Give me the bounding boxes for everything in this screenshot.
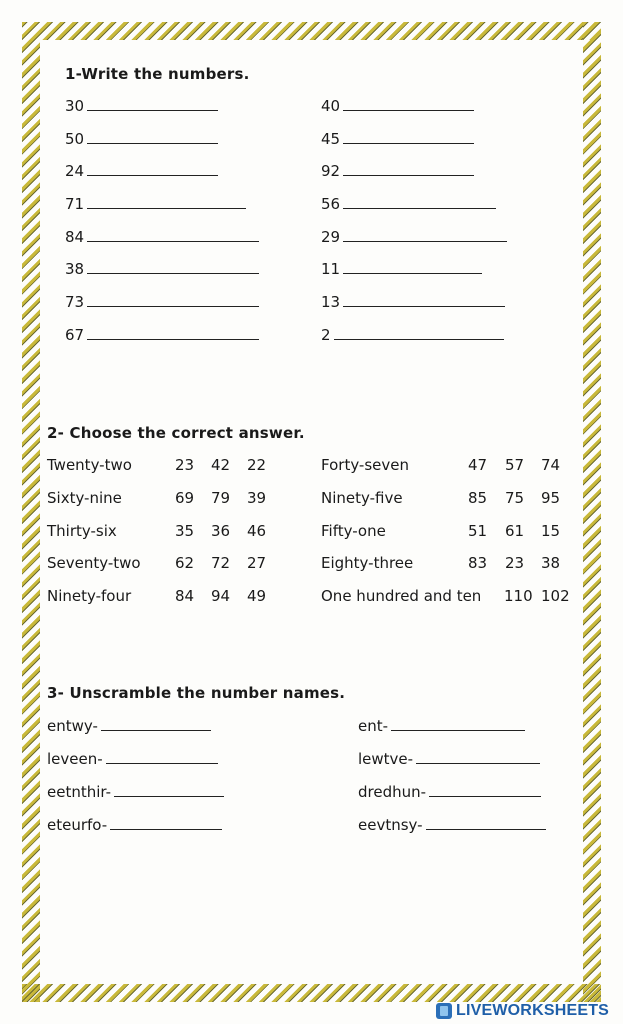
answer-line[interactable] (334, 327, 504, 340)
write-number-item: 71 (65, 195, 246, 213)
choice-word: One hundred and ten (321, 587, 482, 605)
choice-option[interactable]: 22 (247, 456, 267, 474)
section1-heading: 1-Write the numbers. (65, 65, 250, 83)
unscramble-item: eteurfo- (47, 816, 222, 834)
answer-line[interactable] (426, 817, 546, 830)
answer-line[interactable] (87, 196, 246, 209)
choice-option[interactable]: 85 (468, 489, 488, 507)
choice-option[interactable]: 83 (468, 554, 488, 572)
choice-word: Fifty-one (321, 522, 386, 540)
choice-option[interactable]: 46 (247, 522, 267, 540)
choice-word: Ninety-four (47, 587, 132, 605)
unscramble-item: dredhun- (358, 783, 541, 801)
answer-line[interactable] (87, 163, 218, 176)
choice-option[interactable]: 39 (247, 489, 267, 507)
choice-word: Forty-seven (321, 456, 410, 474)
unscramble-item: eevtnsy- (358, 816, 546, 834)
answer-line[interactable] (391, 718, 525, 731)
write-number-item: 2 (321, 326, 504, 344)
choice-option[interactable]: 15 (541, 522, 561, 540)
choice-option[interactable]: 36 (211, 522, 231, 540)
choice-word: Twenty-two (47, 456, 132, 474)
choice-option[interactable]: 42 (211, 456, 231, 474)
unscramble-item: entwy- (47, 717, 211, 735)
choice-option[interactable]: 61 (505, 522, 525, 540)
section2-heading: 2- Choose the correct answer. (47, 424, 305, 442)
answer-line[interactable] (343, 229, 507, 242)
choice-option[interactable]: 69 (175, 489, 195, 507)
section3-heading: 3- Unscramble the number names. (47, 684, 346, 702)
write-number-item: 13 (321, 293, 505, 311)
write-number-item: 67 (65, 326, 259, 344)
answer-line[interactable] (343, 131, 474, 144)
write-number-item: 11 (321, 260, 482, 278)
write-number-item: 38 (65, 260, 259, 278)
choice-option[interactable]: 74 (541, 456, 561, 474)
decorative-border-right (583, 22, 601, 1002)
choice-word: Sixty-nine (47, 489, 122, 507)
write-number-item: 30 (65, 97, 218, 115)
liveworksheets-logo-icon (436, 1003, 452, 1019)
answer-line[interactable] (87, 261, 259, 274)
choice-option[interactable]: 38 (541, 554, 561, 572)
answer-line[interactable] (343, 163, 474, 176)
choice-option[interactable]: 51 (468, 522, 488, 540)
answer-line[interactable] (429, 784, 541, 797)
choice-word: Eighty-three (321, 554, 414, 572)
choice-option[interactable]: 23 (175, 456, 195, 474)
answer-line[interactable] (87, 98, 218, 111)
write-number-item: 40 (321, 97, 474, 115)
answer-line[interactable] (106, 751, 218, 764)
answer-line[interactable] (343, 294, 505, 307)
write-number-item: 50 (65, 130, 218, 148)
answer-line[interactable] (114, 784, 224, 797)
choice-option[interactable]: 62 (175, 554, 195, 572)
choice-option[interactable]: 49 (247, 587, 267, 605)
choice-option[interactable]: 94 (211, 587, 231, 605)
write-number-item: 92 (321, 162, 474, 180)
write-number-item: 56 (321, 195, 496, 213)
choice-option[interactable]: 72 (211, 554, 231, 572)
choice-option[interactable]: 95 (541, 489, 561, 507)
choice-option[interactable]: 47 (468, 456, 488, 474)
decorative-border-left (22, 22, 40, 1002)
write-number-item: 24 (65, 162, 218, 180)
choice-option[interactable]: 75 (505, 489, 525, 507)
answer-line[interactable] (87, 229, 259, 242)
answer-line[interactable] (416, 751, 540, 764)
choice-option[interactable]: 57 (505, 456, 525, 474)
choice-option[interactable]: 27 (247, 554, 267, 572)
answer-line[interactable] (87, 131, 218, 144)
decorative-border-top (22, 22, 601, 40)
unscramble-item: eetnthir- (47, 783, 224, 801)
choice-option[interactable]: 35 (175, 522, 195, 540)
answer-line[interactable] (343, 196, 496, 209)
decorative-border-bottom (22, 984, 601, 1002)
answer-line[interactable] (110, 817, 222, 830)
write-number-item: 45 (321, 130, 474, 148)
answer-line[interactable] (343, 98, 474, 111)
answer-line[interactable] (343, 261, 482, 274)
choice-option[interactable]: 84 (175, 587, 195, 605)
choice-option[interactable]: 110 (504, 587, 533, 605)
liveworksheets-logo[interactable] (436, 1001, 609, 1021)
logo-text: LIVEWORKSHEETS (456, 1002, 610, 1019)
choice-option[interactable]: 102 (541, 587, 570, 605)
answer-line[interactable] (87, 327, 259, 340)
choice-word: Ninety-five (321, 489, 403, 507)
choice-word: Thirty-six (47, 522, 117, 540)
unscramble-item: lewtve- (358, 750, 540, 768)
answer-line[interactable] (87, 294, 259, 307)
write-number-item: 73 (65, 293, 259, 311)
unscramble-item: ent- (358, 717, 525, 735)
write-number-item: 84 (65, 228, 259, 246)
unscramble-item: leveen- (47, 750, 218, 768)
choice-word: Seventy-two (47, 554, 141, 572)
write-number-item: 29 (321, 228, 507, 246)
answer-line[interactable] (101, 718, 211, 731)
choice-option[interactable]: 79 (211, 489, 231, 507)
choice-option[interactable]: 23 (505, 554, 525, 572)
